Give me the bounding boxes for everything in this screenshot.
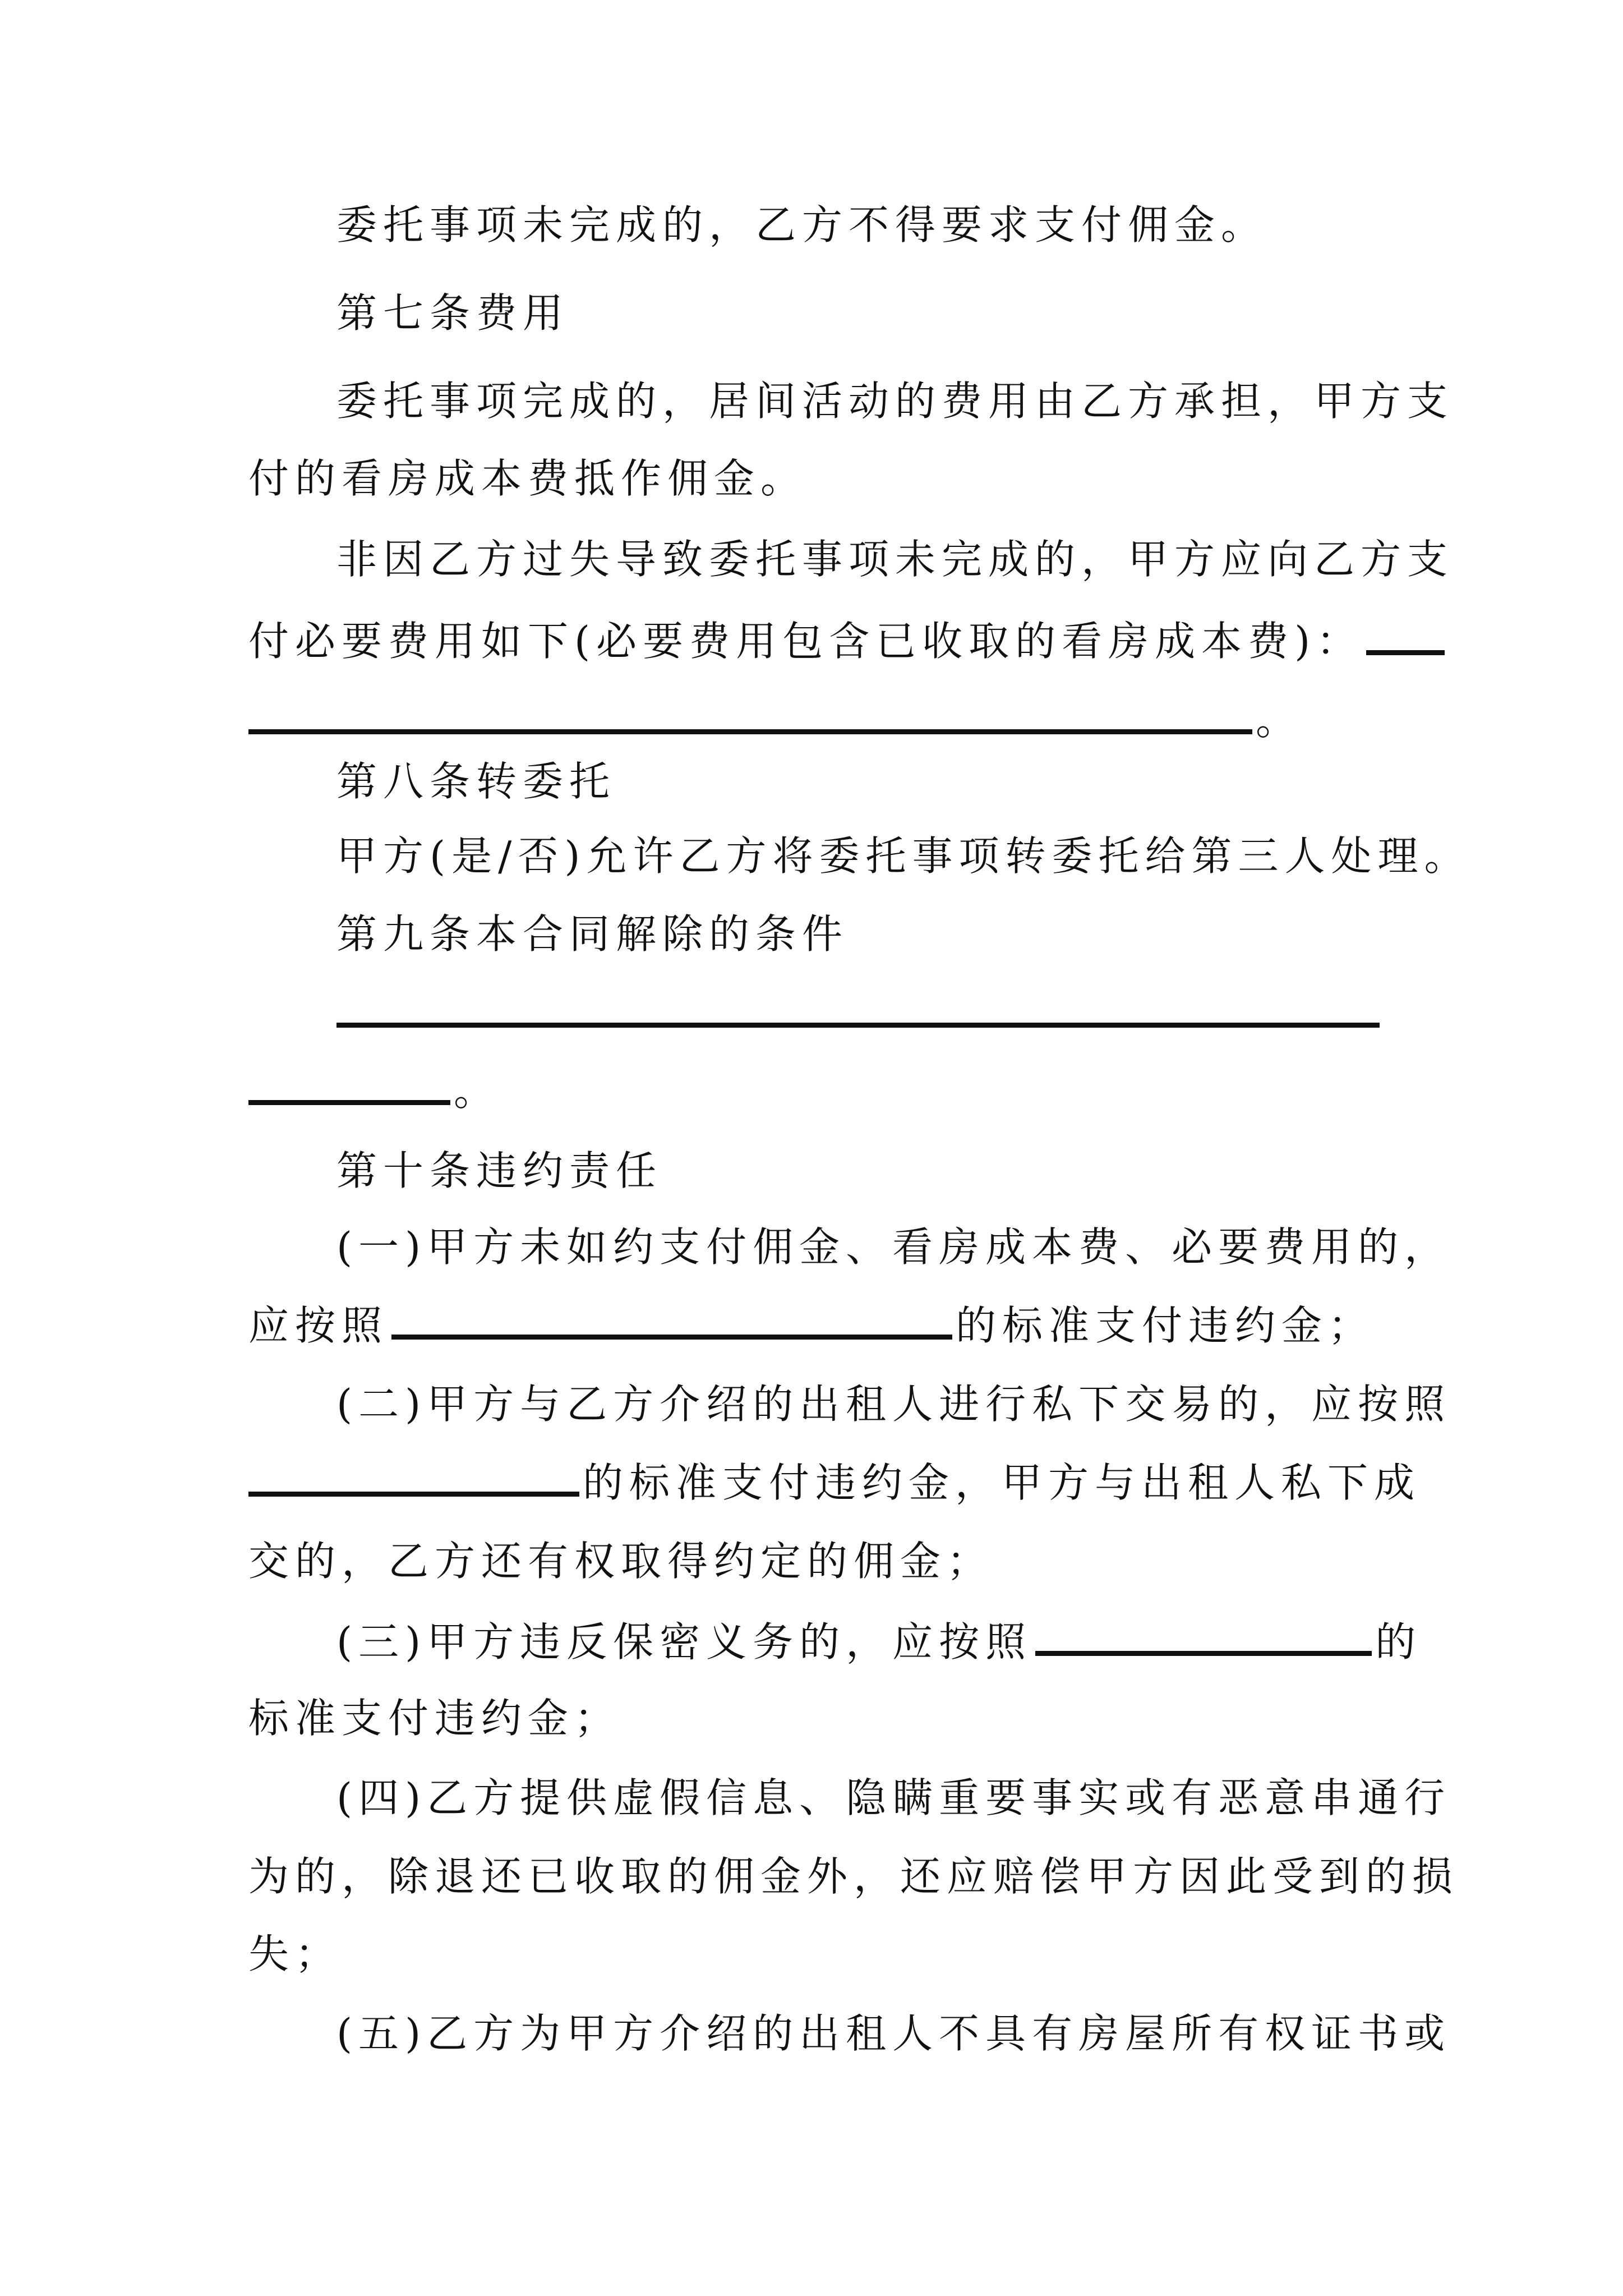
paragraph-line bbox=[248, 695, 1302, 746]
fill-in-blank[interactable] bbox=[391, 1321, 952, 1340]
line-text: (三)甲方违反保密义务的，应按照 bbox=[336, 1618, 1032, 1665]
line-text: 应按照 bbox=[248, 1302, 389, 1349]
paragraph-line: (四)乙方提供虚假信息、隐瞒重要事实或有恶意串通行 bbox=[336, 1774, 1451, 1821]
paragraph-line: (二)甲方与乙方介绍的出租人进行私下交易的，应按照 bbox=[336, 1381, 1451, 1428]
line-text: 。 bbox=[454, 1068, 501, 1115]
fill-in-blank[interactable] bbox=[248, 1478, 579, 1497]
paragraph-line bbox=[336, 1617, 1422, 1667]
fill-in-blank[interactable] bbox=[336, 1009, 1380, 1028]
clause-heading-7: 第七条费用 bbox=[336, 289, 570, 337]
line-text: 付必要费用如下(必要费用包含已收取的看房成本费)： bbox=[248, 618, 1363, 665]
paragraph-line bbox=[248, 1457, 1421, 1508]
paragraph-line bbox=[248, 616, 1448, 666]
paragraph-line: 标准支付违约金； bbox=[248, 1695, 621, 1742]
clause-heading-10: 第十条违约责任 bbox=[336, 1147, 663, 1194]
clause-heading-8: 第八条转委托 bbox=[336, 758, 616, 805]
fill-in-blank[interactable] bbox=[248, 716, 1252, 734]
fill-in-blank[interactable] bbox=[1035, 1637, 1372, 1656]
fill-in-blank[interactable] bbox=[248, 1087, 450, 1105]
paragraph-line: 失； bbox=[248, 1930, 342, 1977]
line-text: 的标准支付违约金； bbox=[956, 1302, 1375, 1349]
paragraph-line: 为的，除退还已收取的佣金外，还应赔偿甲方因此受到的损 bbox=[248, 1853, 1459, 1900]
paragraph-line: 甲方(是/否)允许乙方将委托事项转委托给第三人处理。 bbox=[336, 832, 1471, 880]
fill-in-blank[interactable] bbox=[1366, 637, 1445, 655]
paragraph-line: 付的看房成本费抵作佣金。 bbox=[248, 455, 808, 502]
paragraph-line: 委托事项完成的，居间活动的费用由乙方承担，甲方支 bbox=[336, 378, 1454, 425]
paragraph-line: 交的，乙方还有权取得约定的佣金； bbox=[248, 1538, 994, 1585]
paragraph-line bbox=[248, 1300, 1375, 1351]
paragraph-line: 非因乙方过失导致委托事项未完成的，甲方应向乙方支 bbox=[336, 536, 1454, 583]
line-text: 的 bbox=[1375, 1618, 1422, 1665]
line-text: 。 bbox=[1256, 697, 1303, 744]
line-text: 的标准支付违约金，甲方与出租人私下成 bbox=[583, 1459, 1421, 1506]
clause-heading-9: 第九条本合同解除的条件 bbox=[336, 910, 849, 958]
paragraph-line: 委托事项未完成的，乙方不得要求支付佣金。 bbox=[336, 201, 1268, 249]
paragraph-line: (一)甲方未如约支付佣金、看房成本费、必要费用的， bbox=[336, 1223, 1451, 1271]
paragraph-line bbox=[336, 988, 1383, 1039]
paragraph-line: (五)乙方为甲方介绍的出租人不具有房屋所有权证书或 bbox=[336, 2010, 1451, 2057]
paragraph-line bbox=[248, 1066, 500, 1116]
